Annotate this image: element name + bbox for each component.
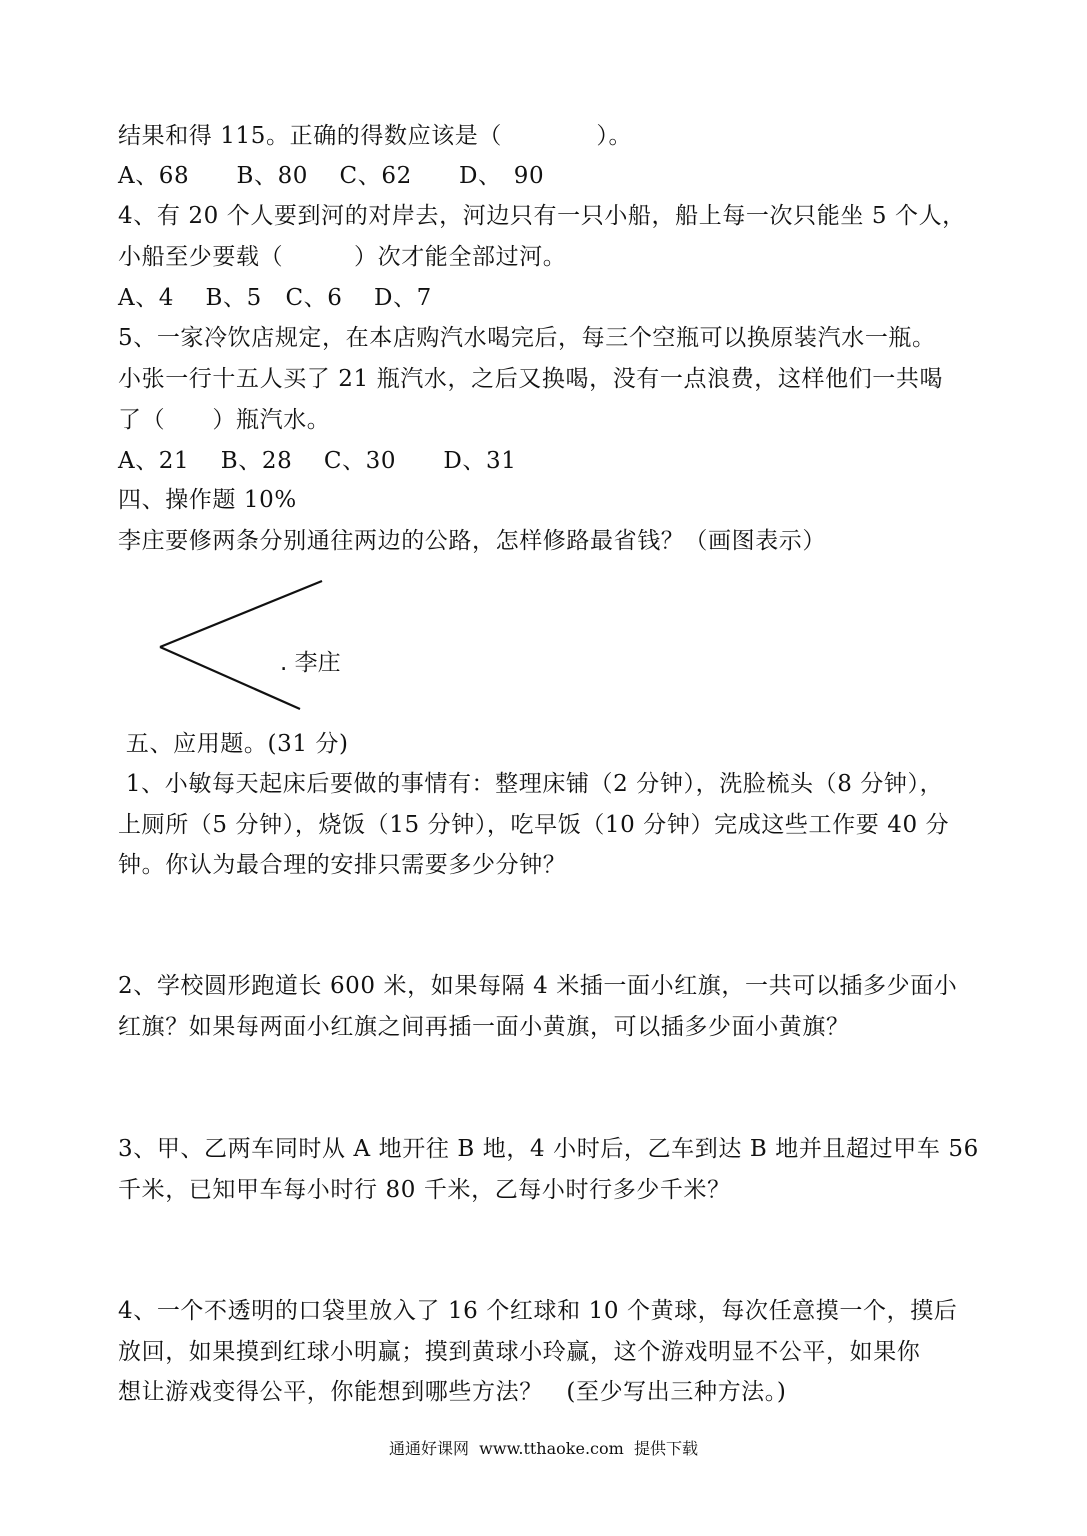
- footer: 通通好课网 www.tthaoke.com 提供下载: [389, 1439, 698, 1458]
- section-5-heading: 五、应用题。(31 分): [118, 731, 349, 757]
- line-20: 4、一个不透明的口袋里放入了 16 个红球和 10 个黄球，每次任意摸一个，摸后: [118, 1298, 958, 1324]
- line-5: A、4 B、5 C、6 D、7: [118, 285, 432, 311]
- line-22: 想让游戏变得公平，你能想到哪些方法？ (至少写出三种方法。): [118, 1379, 787, 1405]
- line-9: A、21 B、28 C、30 D、31: [118, 448, 517, 474]
- line-3: 4、有 20 个人要到河的对岸去，河边只有一只小船，船上每一次只能坐 5 个人，: [118, 203, 966, 229]
- line-6: 5、一家冷饮店规定，在本店购汽水喝完后，每三个空瓶可以换原装汽水一瓶。: [118, 325, 936, 351]
- line-21: 放回，如果摸到红球小明赢；摸到黄球小玲赢，这个游戏明显不公平，如果你: [118, 1339, 921, 1365]
- line-15: 钟。你认为最合理的安排只需要多少分钟？: [118, 852, 567, 878]
- line-8: 了（ ）瓶汽水。: [118, 407, 331, 433]
- line-16: 2、学校圆形跑道长 600 米，如果每隔 4 米插一面小红旗，一共可以插多少面小: [118, 973, 958, 999]
- line-18: 3、甲、乙两车同时从 A 地开往 B 地，4 小时后，乙车到达 B 地并且超过甲车 56: [118, 1136, 979, 1162]
- line-19: 千米，已知甲车每小时行 80 千米，乙每小时行多少千米？: [118, 1177, 731, 1203]
- line-11: 李庄要修两条分别通往两边的公路，怎样修路最省钱？（画图表示）: [118, 528, 826, 554]
- road-diagram: [150, 572, 330, 717]
- line-1: 结果和得 115。正确的得数应该是（ ）。: [118, 123, 633, 149]
- line-13: 1、小敏每天起床后要做的事情有：整理床铺（2 分钟），洗脸梳头（8 分钟），: [118, 771, 944, 797]
- line-4: 小船至少要载（ ）次才能全部过河。: [118, 244, 567, 270]
- line-7: 小张一行十五人买了 21 瓶汽水，之后又换喝，没有一点浪费，这样他们一共喝: [118, 366, 944, 392]
- road-lower: [160, 647, 300, 709]
- line-17: 红旗？如果每两面小红旗之间再插一面小黄旗，可以插多少面小黄旗？: [118, 1014, 850, 1040]
- road-upper: [160, 581, 322, 647]
- village-label: . 李庄: [280, 650, 341, 676]
- line-14: 上厕所（5 分钟），烧饭（15 分钟），吃早饭（10 分钟）完成这些工作要 40 分: [118, 812, 950, 838]
- line-2: A、68 B、80 C、62 D、 90: [118, 163, 545, 189]
- section-4-heading: 四、操作题 10%: [118, 487, 297, 513]
